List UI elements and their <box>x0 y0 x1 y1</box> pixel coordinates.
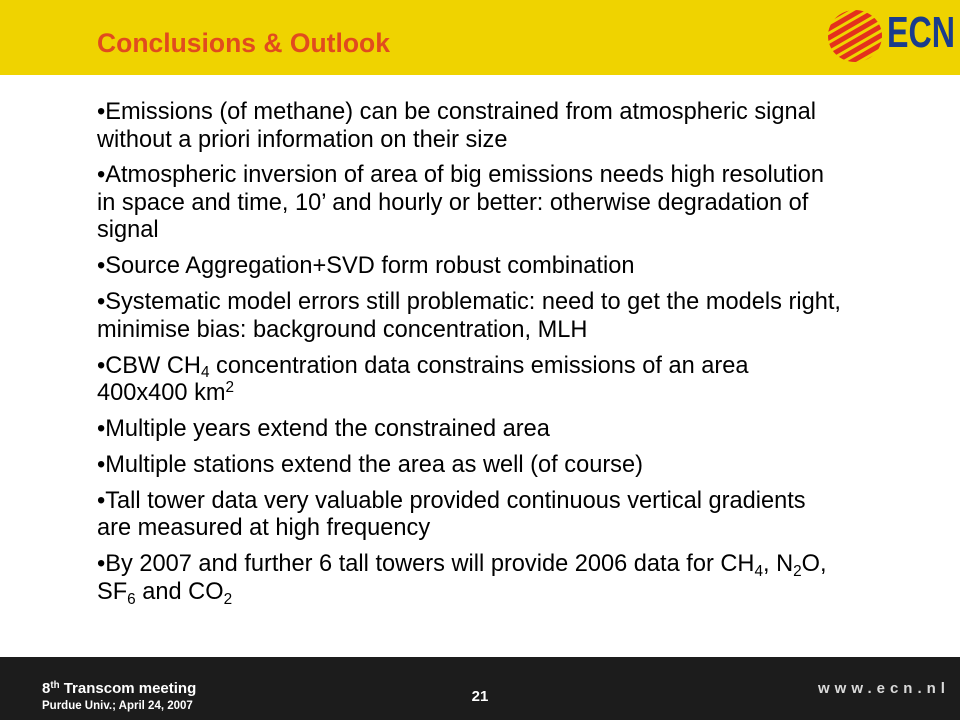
bullet-list <box>97 99 897 615</box>
website-url: www.ecn.nl <box>818 680 950 697</box>
bullet-item <box>97 416 897 444</box>
bullet-text: Tall tower data very valuable provided continuous vertical gradients are measured at high frequency <box>97 487 806 542</box>
meeting-venue: Purdue Univ.; April 24, 2007 <box>42 700 193 712</box>
bullet-text: O, SF <box>97 551 827 605</box>
subscript: 2 <box>223 590 233 608</box>
bullet-text: concentration data constrains emissions of an area 400x400 km <box>97 352 749 407</box>
page-number: 21 <box>471 688 489 705</box>
meeting-name: Transcom meeting <box>59 680 197 697</box>
bullet-text: Systematic model errors still problematic: need to get the models right, minimise bias: background concentration, MLH <box>97 289 841 343</box>
subscript: 6 <box>127 590 136 608</box>
bullet-item <box>97 99 897 154</box>
bullet-text: By 2007 and further 6 tall towers will provide 2006 data for CH <box>105 551 755 578</box>
bullet-text: Source Aggregation+SVD form robust combination <box>105 253 635 280</box>
bullet-item <box>97 162 897 245</box>
meeting-title <box>42 680 196 698</box>
bullet-text: and CO <box>135 578 224 605</box>
bullet-text: Atmospheric inversion of area of big emissions needs high resolution in space and time, 10’ and hourly or better: otherwise degradation of signal <box>97 162 824 244</box>
subscript: 2 <box>793 563 802 581</box>
bullet-item <box>97 253 897 281</box>
slide-title: Conclusions & Outlook <box>97 28 390 58</box>
superscript: 2 <box>225 378 235 396</box>
bullet-text: , N <box>762 551 794 578</box>
meeting-number: 8 <box>42 680 51 697</box>
subscript: 4 <box>200 364 210 382</box>
meeting-ordinal: th <box>50 680 60 692</box>
bullet-item <box>97 353 897 408</box>
bullet-text: Multiple years extend the constrained area <box>105 415 550 442</box>
ecn-logo <box>820 4 960 68</box>
bullet-item <box>97 488 897 543</box>
bullet-text: Multiple stations extend the area as well (of course) <box>105 451 643 478</box>
bullet-text: CBW CH <box>105 352 201 379</box>
bullet-item <box>97 289 897 344</box>
subscript: 4 <box>754 563 763 581</box>
bullet-text: Emissions (of methane) can be constrained from atmospheric signal without a priori information on their size <box>97 99 817 153</box>
bullet-item <box>97 452 897 480</box>
bullet-item <box>97 551 897 606</box>
logo-wordmark: ECN <box>887 8 955 57</box>
